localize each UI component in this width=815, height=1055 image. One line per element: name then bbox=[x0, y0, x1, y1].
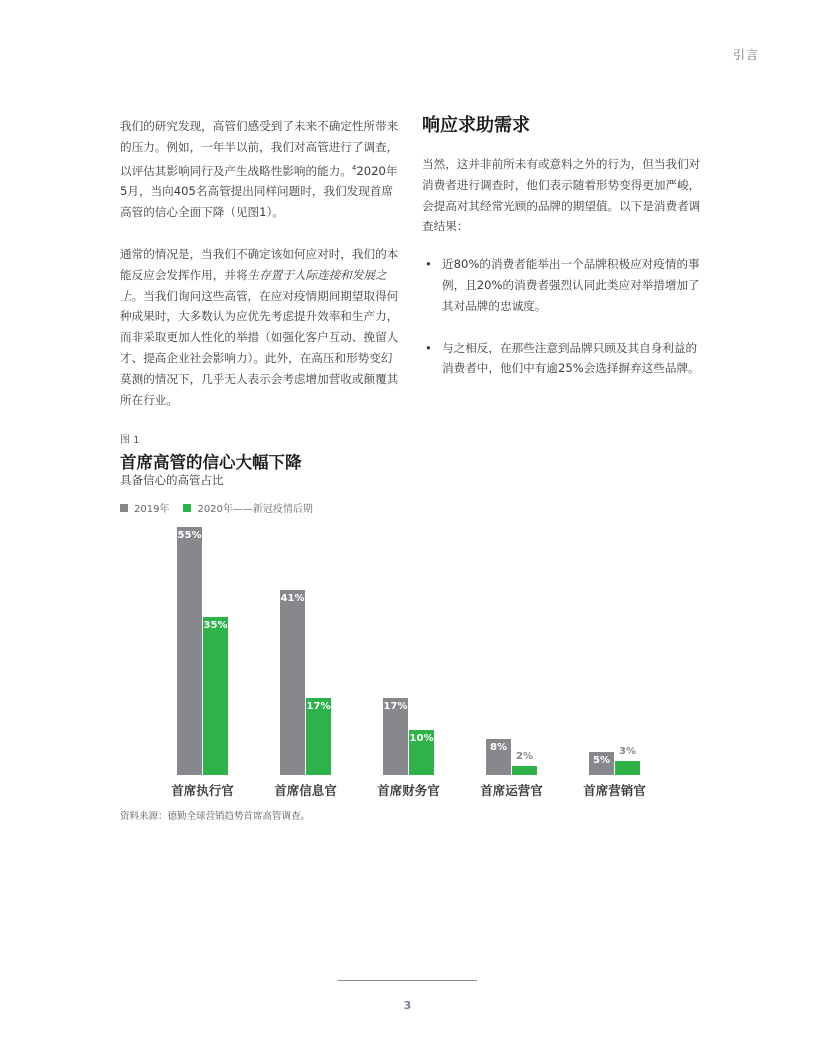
paragraph-2 bbox=[120, 244, 400, 410]
figure-title: 首席高管的信心大幅下降 bbox=[120, 453, 302, 472]
bar-value-label: 35% bbox=[203, 620, 228, 631]
left-column bbox=[120, 116, 400, 431]
right-column bbox=[422, 114, 702, 400]
bar-value-label: 41% bbox=[280, 593, 305, 604]
paragraph-1 bbox=[120, 116, 400, 223]
legend-swatch-green-icon bbox=[183, 504, 191, 512]
bar-2020 bbox=[615, 746, 640, 775]
figure-label: 图 1 bbox=[120, 435, 140, 446]
bar-2019 bbox=[280, 590, 305, 775]
legend-swatch-gray-icon bbox=[120, 504, 128, 512]
figure-subtitle: 具备信心的高管占比 bbox=[120, 473, 224, 487]
bullet-item bbox=[422, 338, 702, 380]
bullet-list bbox=[422, 254, 702, 379]
para1-text-2: 2020年5月，当向405名高管提出同样问题时，我们发现首席高管的信心全面下降（见图1）。 bbox=[120, 163, 398, 220]
bar-value-label: 17% bbox=[306, 701, 331, 712]
legend-label: 2019年 bbox=[134, 504, 170, 515]
bullet-item bbox=[422, 254, 702, 316]
bar-2020 bbox=[306, 698, 331, 775]
section-heading: 响应求助需求 bbox=[422, 115, 530, 136]
category-label: 首席财务官 bbox=[377, 783, 440, 798]
section-label: 引言 bbox=[732, 48, 759, 62]
bar-value-label: 3% bbox=[619, 746, 636, 757]
para1-text: 我们的研究发现，高管们感受到了未来不确定性所带来的压力。例如，一年半以前，我们对高管进行了调查，以评估其影响同行及产生战略性影响的能力。 bbox=[120, 119, 399, 178]
para2-text-2: 。当我们询问这些高管，在应对疫情期间期望取得何种成果时，大多数认为应优先考虑提升效率和生产力，而非采取更加人性化的举措（如强化客户互动、挽留人才、提高企业社会影响力）。此外，在高压和形势变幻莫测的情况下，几乎无人表示会考虑增加营收或颠覆其所在行业。 bbox=[120, 288, 399, 407]
category-label: 首席信息官 bbox=[274, 783, 337, 798]
footer-divider bbox=[338, 980, 477, 981]
para2-emphasis: 生存置于人际连接和发展之上 bbox=[120, 267, 387, 303]
legend-item-2019 bbox=[120, 500, 169, 515]
bar-2020 bbox=[203, 617, 228, 775]
bar-value-label: 17% bbox=[383, 701, 408, 712]
bullet-icon: • bbox=[425, 340, 432, 355]
bar-value-label: 55% bbox=[177, 530, 202, 541]
intro-paragraph: 当然，这并非前所未有或意料之外的行为，但当我们对消费者进行调查时，他们表示随着形势变得更加严峻，会提高对其经常光顾的品牌的期望值。以下是消费者调查结果： bbox=[422, 157, 701, 234]
bar-2020 bbox=[512, 751, 537, 775]
bar-value-label: 2% bbox=[516, 751, 533, 762]
legend-item-2020 bbox=[183, 500, 312, 515]
bar-2019 bbox=[589, 752, 614, 775]
bullet-text: 与之相反，在那些注意到品牌只顾及其自身利益的消费者中，他们中有逾25%会选择摒弃这些品牌。 bbox=[442, 340, 700, 376]
category-label: 首席执行官 bbox=[171, 783, 234, 798]
bar-2019 bbox=[486, 739, 511, 775]
category-label: 首席营销官 bbox=[583, 783, 646, 798]
bullet-text: 近80%的消费者能举出一个品牌积极应对疫情的事例，且20%的消费者强烈认同此类应对举措增加了其对品牌的忠诚度。 bbox=[442, 257, 700, 313]
source-note: 资料来源：德勤全球营销趋势首席高管调查。 bbox=[120, 811, 311, 822]
category-label: 首席运营官 bbox=[480, 783, 543, 798]
bullet-icon: • bbox=[425, 257, 432, 272]
bar-2019 bbox=[383, 698, 408, 775]
legend-label: 2020年——新冠疫情后期 bbox=[197, 504, 313, 515]
bar-value-label: 5% bbox=[593, 755, 610, 766]
bar-value-label: 8% bbox=[490, 742, 507, 753]
chart-legend bbox=[120, 500, 327, 515]
bar-value-label: 10% bbox=[409, 733, 434, 744]
page-number: 3 bbox=[403, 999, 412, 1012]
para2-text-1: 通常的情况是，当我们不确定该如何应对时，我们的本能反应会发挥作用，并将 bbox=[120, 246, 399, 282]
bar-2019 bbox=[177, 527, 202, 775]
footnote-ref[interactable]: 4 bbox=[351, 163, 357, 172]
bar-2020 bbox=[409, 730, 434, 775]
